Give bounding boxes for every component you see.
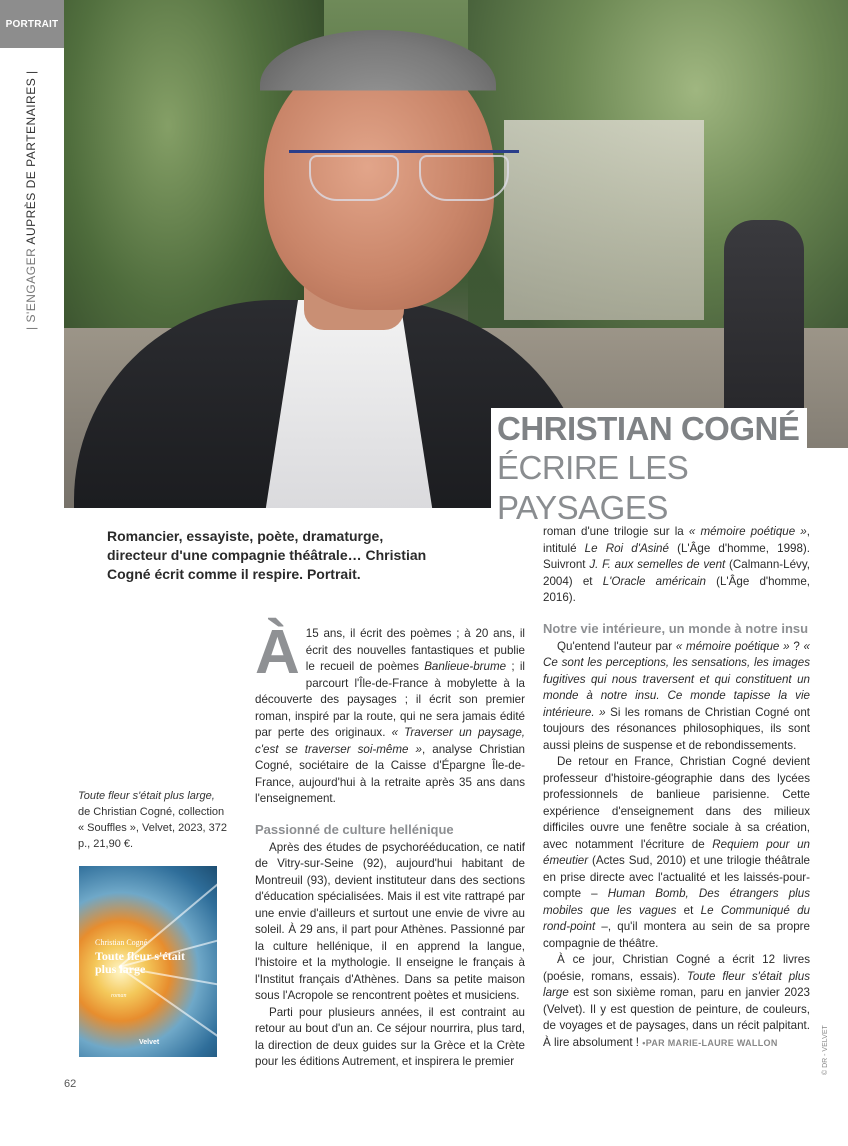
author-byline: •PAR MARIE-LAURE WALLON	[642, 1037, 778, 1048]
drop-cap: À	[255, 618, 300, 687]
photo-credit: © DR - VELVET	[822, 1025, 829, 1075]
cover-publisher-logo: Velvet	[139, 1039, 160, 1046]
book-cover	[79, 866, 217, 1057]
article-title	[491, 408, 848, 532]
page-number: 62	[64, 1078, 77, 1090]
cover-title: Toute fleur s'était plus large	[95, 949, 185, 976]
lead-paragraph: Romancier, essayiste, poète, dramaturge, directeur d'une compagnie théâtrale… Christian Cogné écrit comme il respire. Portrait.	[107, 528, 427, 582]
subheading-inner-life: Notre vie intérieure, un monde à notre insu	[543, 620, 809, 636]
article-column-1: À 15 ans, il écrit des poèmes ; à 20 ans, il écrit des nouvelles fantastiques et publie le recueil de poèmes Banlieue-brume ; il parcourt l'Île-de-France à mobylette à la découverte des paysages ; il écrit son premier roman, inspiré par la route, qui ne sera jamais édité par perte des originaux. « Traverser un paysage, c'est se traverser soi-même », analyse Christian Cogné, sociétaire de la Caisse d'Épargne Île-de-France, aujourd'hui à la retraite après 35 ans dans l'enseignement. Passionné de culture hellénique Après des études de psychorééducation, ce natif de Vitry-sur-Seine (92), aujourd'hui habitant de Montreuil (93), devient instituteur dans des sections d'éducation spécialisées. Mais il est vite rattrapé par une envie d'ailleurs et surtout une envie de vivre au soleil. À 29 ans, il part pour Athènes. Passionné par la culture hellénique, il en apprend la langue, l'histoire et la mythologie. Il enseigne le français à l'Institut français d'Athènes. Dans sa petite maison sous l'Acropole se rencontrent poètes et musiciens. Parti pour plusieurs années, il est contraint au retour au bout d'un an. Ce séjour nourrira, plus tard, la direction de deux guides sur la Grèce et la Crète pour les éditions Autrement, et inspirera le premier	[255, 618, 526, 1068]
article-column-2: roman d'une trilogie sur la « mémoire poétique », intitulé Le Roi d'Asiné (L'Âge d'homme, 1998). Suivront J. F. aux semelles de vent (Calmann-Lévy, 2004) et L'Oracle américain (L'Âge d'homme, 2016). Notre vie intérieure, un monde à notre insu Qu'entend l'auteur par « mémoire poétique » ? « Ce sont les perceptions, les sensations, les images fugitives qui nous traversent et qui constituent un monde à notre insu. Ce monde tapisse la vie intérieure. » Si les romans de Christian Cogné ont toujours des résonances philosophiques, ils sont aussi pleins de suspense et de rebondissements. De retour en France, Christian Cogné devient professeur d'histoire-géographie dans des lycées professionnels de banlieue parisienne. Cette expérience d'enseignement dans des milieux difficiles ouvre une fenêtre sociale à sa création, avec notamment l'écriture de Requiem pour un émeutier (Actes Sud, 2010) et une trilogie théâtrale en prise directe avec l'actualité et les laissés-pour-compte – Human Bomb, Des étrangers plus mobiles que les vagues et Le Communiqué du rond-point –, qu'il montera au sein de sa propre compagnie de théâtre. À ce jour, Christian Cogné a écrit 12 livres (poésie, romans, essais). Toute fleur s'était plus large est son sixième roman, paru en janvier 2023 (Velvet). Il y est question de peinture, de couleurs, de voyages et de paysages, dans un récit palpitant. À lire absolument ! •PAR MARIE-LAURE WALLON	[543, 525, 810, 1049]
cover-genre: roman	[111, 993, 127, 999]
side-rubric: | S'ENGAGER AUPRÈS DE PARTENAIRES |	[24, 70, 38, 330]
title-name: CHRISTIAN COGNÉ	[491, 408, 807, 448]
book-caption: Toute fleur s'était plus large, de Christian Cogné, collection « Souffles », Velvet, 2023, 372 p., 21,90 €.	[78, 790, 228, 850]
title-subtitle: ÉCRIRE LES PAYSAGES	[491, 448, 848, 532]
subheading-hellenic: Passionné de culture hellénique	[255, 821, 454, 837]
cover-author: Christian Cogné	[95, 938, 148, 947]
section-tag: PORTRAIT	[0, 0, 64, 48]
